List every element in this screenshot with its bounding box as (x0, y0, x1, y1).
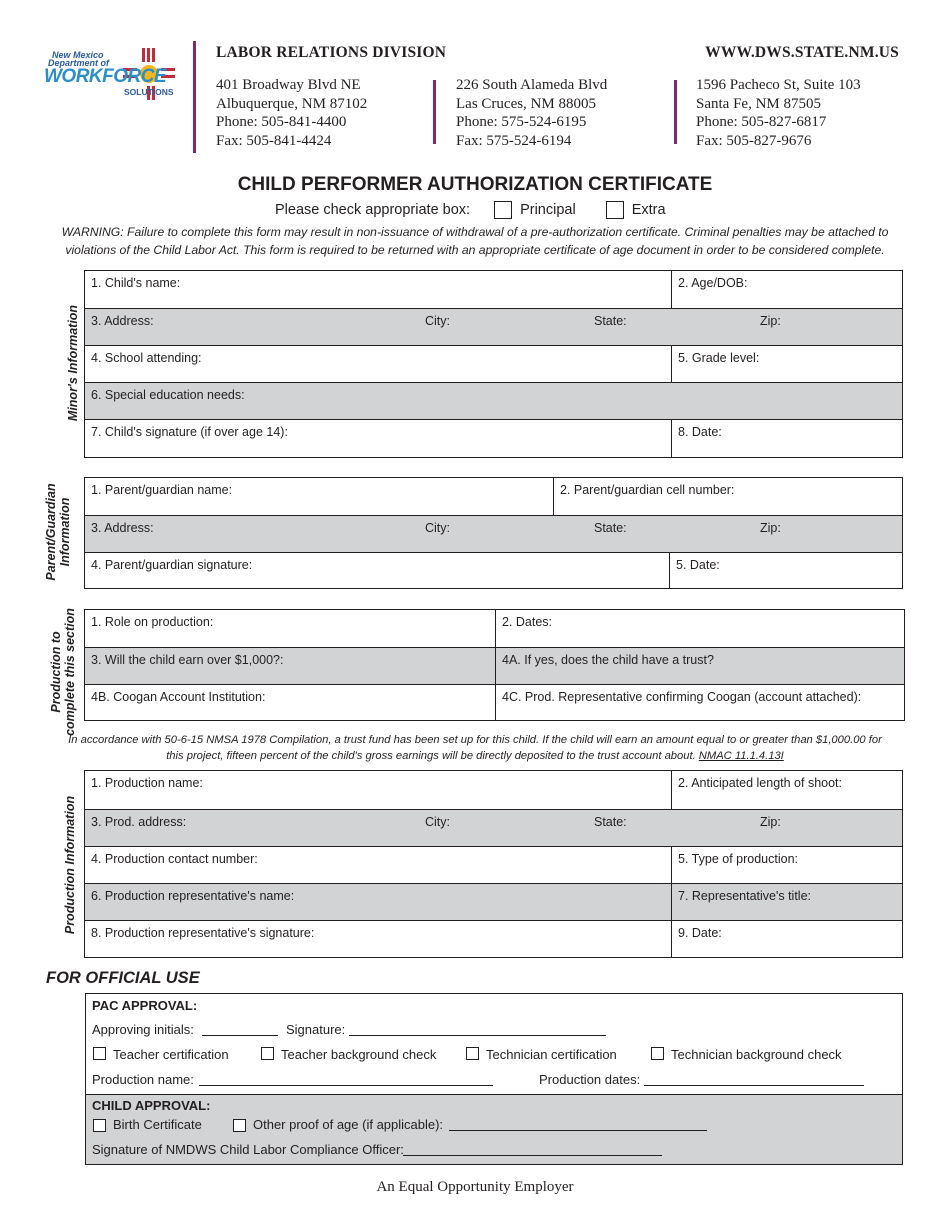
parent-name-field[interactable] (85, 478, 553, 515)
field-label: 4B. Coogan Account Institution: (91, 690, 266, 704)
office-city: Albuquerque, NM 87102 (216, 95, 368, 112)
field-label: 6. Special education needs: (91, 388, 245, 402)
table-row (85, 771, 902, 809)
official-use-heading: FOR OFFICIAL USE (46, 969, 200, 987)
initials-label: Approving initials: (92, 1022, 194, 1037)
field-label: 7. Child's signature (if over age 14): (91, 425, 288, 439)
table-row (85, 419, 902, 457)
tech-bg-label: Technician background check (671, 1047, 842, 1062)
zip-label: Zip: (760, 521, 781, 535)
production-dates-label: Production dates: (539, 1072, 641, 1087)
officer-signature-label: Signature of NMDWS Child Labor Compliance Officer: (92, 1142, 404, 1157)
side-label-line: complete this section (63, 608, 77, 736)
field-label: 9. Date: (678, 926, 722, 940)
table-row (85, 920, 902, 957)
address-row[interactable] (85, 308, 902, 345)
field-label: 4C. Prod. Representative confirming Coogan (account attached): (502, 690, 862, 704)
signature-label: Signature: (286, 1022, 346, 1037)
office-street: 401 Broadway Blvd NE (216, 77, 361, 93)
field-label: 2. Anticipated length of shoot: (678, 776, 843, 790)
child-approval-section (86, 1094, 902, 1164)
performer-type-row (275, 201, 666, 219)
footer: An Equal Opportunity Employer (376, 1179, 574, 1195)
zip-label: Zip: (760, 314, 781, 328)
page-title: CHILD PERFORMER AUTHORIZATION CERTIFICATE (237, 174, 713, 195)
table-row (85, 552, 902, 588)
state-label: State: (594, 521, 627, 535)
trust-field[interactable] (495, 648, 904, 684)
table-row (85, 478, 902, 515)
city-label: City: (425, 521, 450, 535)
date-field[interactable] (669, 553, 902, 588)
principal-label: Principal (520, 202, 576, 218)
office-albuquerque (216, 76, 367, 151)
tech-cert-label: Technician certification (486, 1047, 617, 1062)
field-label: 4. Production contact number: (91, 852, 258, 866)
production-info-section-label: Production Information (63, 795, 77, 935)
parent-cell-field[interactable] (553, 478, 902, 515)
birth-certificate-checkbox[interactable] (93, 1119, 106, 1132)
table-row (85, 647, 904, 684)
child-approval-heading: CHILD APPROVAL: (92, 1098, 211, 1113)
teacher-bg-label: Teacher background check (281, 1047, 437, 1062)
initials-input[interactable] (202, 1035, 278, 1036)
field-label: 6. Production representative's name: (91, 889, 295, 903)
coogan-institution-field[interactable] (85, 685, 495, 720)
office-city: Las Cruces, NM 88005 (456, 95, 596, 112)
field-label: 5. Grade level: (678, 351, 760, 365)
date-field[interactable] (671, 420, 902, 457)
office-fax: Fax: 505-841-4424 (216, 133, 332, 150)
side-label-line: Information (58, 497, 72, 567)
production-section-label (49, 597, 77, 747)
production-trust-table (84, 609, 905, 721)
birth-certificate-label: Birth Certificate (113, 1117, 202, 1132)
production-dates-input[interactable] (644, 1085, 864, 1086)
address-row[interactable] (85, 515, 902, 552)
dates-field[interactable] (495, 610, 904, 647)
office-las-cruces (456, 76, 607, 151)
office-street: 226 South Alameda Blvd (456, 77, 608, 93)
note-text: In accordance with 50-6-15 NMSA 1978 Compilation, a trust fund has been set up for this child. If the child will earn an amount equal to or greater than $1,000.00 for this project, fifteen percent of the child's gross earnings will be directly deposited to the trust account about. (68, 734, 882, 762)
field-label: 1. Parent/guardian name: (91, 483, 233, 497)
teacher-cert-checkbox[interactable] (93, 1047, 106, 1060)
minor-info-table (84, 270, 903, 458)
address-label: 3. Address: (91, 521, 154, 535)
official-use-box (85, 993, 903, 1165)
field-label: 4. School attending: (91, 351, 202, 365)
shoot-length-field[interactable] (671, 771, 902, 809)
office-fax: Fax: 505-827-9676 (696, 133, 812, 150)
age-dob-field[interactable] (671, 271, 902, 308)
state-label: State: (594, 815, 627, 829)
school-field[interactable] (85, 346, 671, 382)
date-field[interactable] (671, 921, 902, 957)
tech-cert-checkbox[interactable] (466, 1047, 479, 1060)
production-type-field[interactable] (671, 847, 902, 883)
table-row (85, 345, 902, 382)
office-santa-fe (696, 76, 861, 151)
division-name: LABOR RELATIONS DIVISION (216, 44, 447, 61)
parent-section-label (44, 472, 72, 592)
field-label: 2. Dates: (502, 615, 553, 629)
other-proof-checkbox[interactable] (233, 1119, 246, 1132)
logo-line3: WORKFORCE (44, 66, 167, 87)
address-label: 3. Address: (91, 314, 154, 328)
earn-over-field[interactable] (85, 648, 495, 684)
note-reference: NMAC 11.1.4.13I (698, 749, 784, 762)
signature-input[interactable] (349, 1035, 606, 1036)
office-phone: Phone: 575-524-6195 (456, 114, 587, 131)
field-label: 5. Date: (676, 558, 720, 572)
zip-label: Zip: (760, 815, 781, 829)
officer-signature-input[interactable] (403, 1155, 662, 1156)
production-name-field[interactable] (85, 771, 671, 809)
principal-checkbox[interactable] (494, 201, 512, 219)
rep-signature-field[interactable] (85, 921, 671, 957)
table-row (85, 846, 902, 883)
check-prompt: Please check appropriate box: (275, 202, 471, 218)
divider (433, 80, 436, 144)
coogan-rep-field[interactable] (495, 685, 904, 720)
trust-note (60, 733, 890, 764)
child-signature-field[interactable] (85, 420, 671, 457)
field-label: 8. Production representative's signature: (91, 926, 315, 940)
rep-title-field[interactable] (671, 884, 902, 920)
logo-line4: SOLUTIONS (124, 87, 174, 97)
extra-checkbox[interactable] (606, 201, 624, 219)
rep-name-field[interactable] (85, 884, 671, 920)
office-phone: Phone: 505-827-6817 (696, 114, 827, 131)
office-street: 1596 Pacheco St, Suite 103 (696, 77, 861, 93)
grade-field[interactable] (671, 346, 902, 382)
office-city: Santa Fe, NM 87505 (696, 95, 821, 112)
teacher-bg-checkbox[interactable] (261, 1047, 274, 1060)
field-label: 2. Age/DOB: (678, 276, 748, 290)
office-phone: Phone: 505-841-4400 (216, 114, 347, 131)
parent-info-table (84, 477, 903, 589)
production-name-input[interactable] (199, 1085, 493, 1086)
production-name-label: Production name: (92, 1072, 194, 1087)
other-proof-label: Other proof of age (if applicable): (253, 1117, 444, 1132)
pac-approval-heading: PAC APPROVAL: (92, 998, 198, 1013)
field-label: 1. Child's name: (91, 276, 181, 290)
table-row (85, 883, 902, 920)
field-label: 7. Representative's title: (678, 889, 812, 903)
production-info-table (84, 770, 903, 958)
role-field[interactable] (85, 610, 495, 647)
address-label: 3. Prod. address: (91, 815, 187, 829)
office-fax: Fax: 575-524-6194 (456, 133, 572, 150)
table-row (85, 684, 904, 720)
field-label: 1. Production name: (91, 776, 203, 790)
extra-label: Extra (631, 202, 666, 218)
city-label: City: (425, 314, 450, 328)
side-label-line: Parent/Guardian (44, 483, 58, 581)
divider (193, 41, 196, 153)
teacher-cert-label: Teacher certification (113, 1047, 229, 1062)
tech-bg-checkbox[interactable] (651, 1047, 664, 1060)
state-label: State: (594, 314, 627, 328)
parent-signature-field[interactable] (85, 553, 669, 588)
nmdws-logo (44, 44, 186, 106)
contact-number-field[interactable] (85, 847, 671, 883)
field-label: 4. Parent/guardian signature: (91, 558, 253, 572)
child-name-field[interactable] (85, 271, 671, 308)
warning-text: WARNING: Failure to complete this form may result in non-issuance of withdrawal of a pre-authorization certificate. Criminal penalties may be attached to violations of the Child Labor Act. This form is required to be returned with an appropriate certificate of age document in order to be considered complete. (61, 225, 889, 257)
field-label: 3. Will the child earn over $1,000?: (91, 653, 284, 667)
side-label-line: Production to (49, 631, 63, 713)
table-row (85, 271, 902, 308)
field-label: 4A. If yes, does the child have a trust? (502, 653, 714, 667)
website: WWW.DWS.STATE.NM.US (705, 44, 899, 61)
field-label: 8. Date: (678, 425, 722, 439)
special-education-field[interactable] (85, 382, 902, 419)
minor-section-label: Minor's Information (66, 304, 80, 422)
field-label: 5. Type of production: (678, 852, 798, 866)
table-row (85, 610, 904, 647)
other-proof-input[interactable] (449, 1130, 707, 1131)
field-label: 2. Parent/guardian cell number: (560, 483, 735, 497)
divider (674, 80, 677, 144)
field-label: 1. Role on production: (91, 615, 214, 629)
logo-line2: Department of (48, 58, 110, 68)
city-label: City: (425, 815, 450, 829)
logo-line1: New Mexico (52, 50, 104, 60)
address-row[interactable] (85, 809, 902, 846)
